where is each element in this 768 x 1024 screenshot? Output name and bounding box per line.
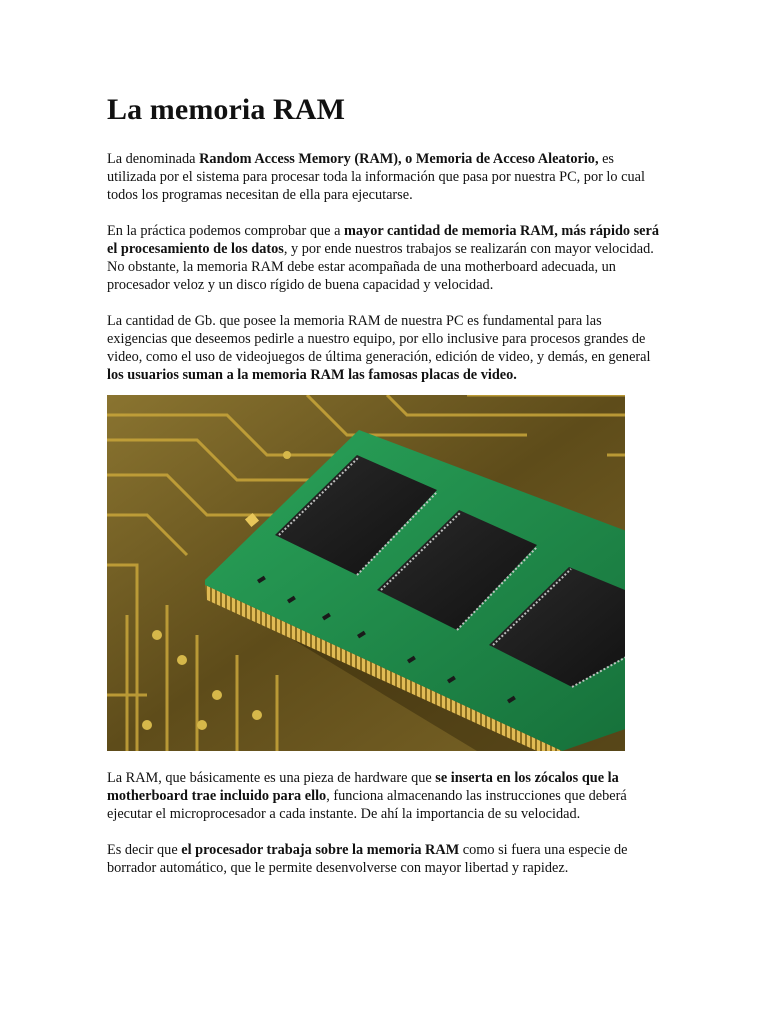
bold-run: se inserta en los zócalos que la motherboard trae incluido para ello <box>107 770 619 804</box>
text-run: En la práctica podemos comprobar que a <box>107 223 344 239</box>
paragraph-2 <box>107 222 663 294</box>
paragraph-4 <box>107 769 663 823</box>
bold-run: mayor cantidad de memoria RAM, más rápido será el procesamiento de los datos <box>107 223 660 257</box>
bold-run: Random Access Memory (RAM), o Memoria de Acceso Aleatorio, <box>199 151 599 167</box>
bold-run: el procesador trabaja sobre la memoria RAM <box>181 842 460 858</box>
paragraph-1 <box>107 150 663 204</box>
text-run: , funciona almacenando las instrucciones que deberá ejecutar el microprocesador a cada instante. De ahí la importancia de su velocidad. <box>107 788 627 822</box>
bold-run: los usuarios suman a la memoria RAM las famosas placas de video. <box>107 367 517 383</box>
page-title: La memoria RAM <box>107 93 346 126</box>
document-body <box>107 92 663 402</box>
text-run: La cantidad de Gb. que posee la memoria RAM de nuestra PC es fundamental para las exigencias que deseemos pedirle a nuestro equipo, por ello inclusive para procesos grandes de video, como el uso de videojuegos de última generación, edición de video, y demás, en general <box>107 313 651 365</box>
paragraph-3 <box>107 312 663 384</box>
text-run: , y por ende nuestros trabajos se realizarán con mayor velocidad. No obstante, la memoria RAM debe estar acompañada de una motherboard adecuada, un procesador veloz y un disco rígido de buena capacidad y velocidad. <box>107 241 654 293</box>
text-run: La denominada <box>107 151 200 167</box>
document-body-continued <box>107 769 663 895</box>
paragraph-5 <box>107 841 663 877</box>
text-run: es utilizada por el sistema para procesar toda la información que pasa por nuestra PC, por lo cual todos los programas necesitan de ella para ejecutarse. <box>107 151 645 203</box>
ram-module-illustration <box>107 395 625 751</box>
text-run: como si fuera una especie de borrador automático, que le permite desenvolverse con mayor libertad y rapidez. <box>107 842 628 876</box>
text-run: Es decir que <box>107 842 182 858</box>
text-run: La RAM, que básicamente es una pieza de hardware que <box>107 770 436 786</box>
ram-module-photo <box>107 395 625 751</box>
